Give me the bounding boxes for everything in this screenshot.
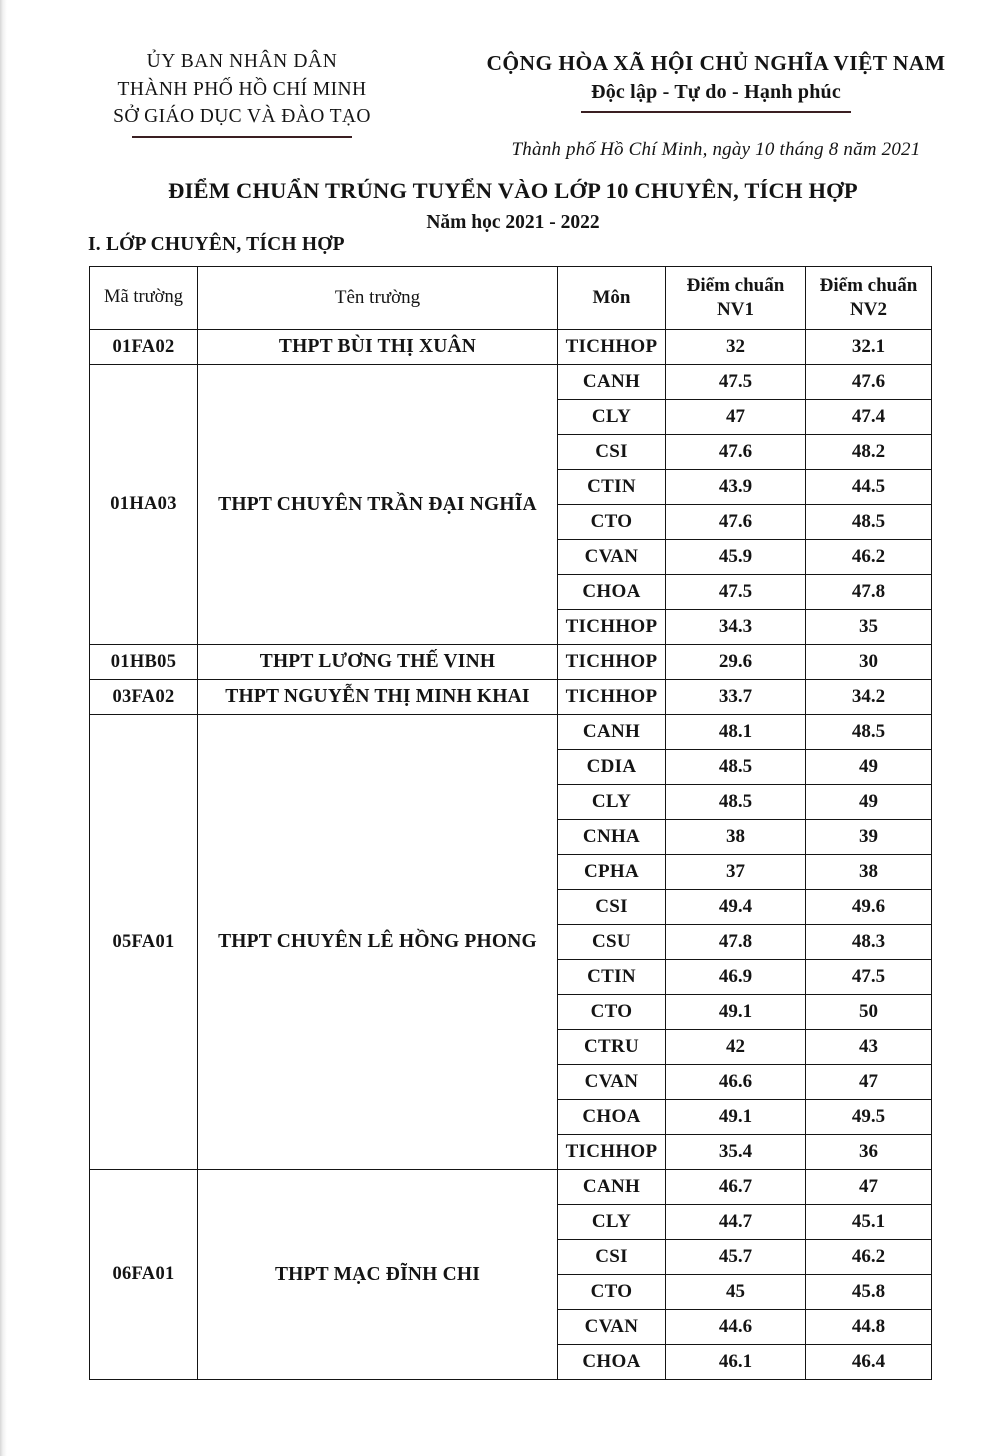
score-nv1-cell: 34.3: [666, 610, 806, 645]
score-nv2-cell: 46.2: [806, 540, 932, 575]
column-header-nv2: [806, 267, 932, 330]
subject-cell: CLY: [558, 1205, 666, 1240]
subject-cell: CTO: [558, 505, 666, 540]
score-nv1-cell: 37: [666, 855, 806, 890]
score-nv2-cell: 48.5: [806, 715, 932, 750]
subject-cell: CPHA: [558, 855, 666, 890]
score-nv1-cell: 45.9: [666, 540, 806, 575]
subject-cell: CANH: [558, 365, 666, 400]
column-header-nv1: [666, 267, 806, 330]
score-nv2-cell: 47.5: [806, 960, 932, 995]
score-nv2-cell: 38: [806, 855, 932, 890]
subject-cell: TICHHOP: [558, 610, 666, 645]
subject-cell: CANH: [558, 715, 666, 750]
score-nv2-cell: 39: [806, 820, 932, 855]
subject-cell: CSI: [558, 890, 666, 925]
score-nv1-cell: 45.7: [666, 1240, 806, 1275]
subject-cell: CNHA: [558, 820, 666, 855]
subject-cell: CTO: [558, 995, 666, 1030]
subject-cell: TICHHOP: [558, 1135, 666, 1170]
score-nv1-cell: 48.5: [666, 785, 806, 820]
place-and-date: Thành phố Hồ Chí Minh, ngày 10 tháng 8 năm 2021: [511, 139, 921, 161]
table-row: [90, 680, 932, 715]
column-header-subject: Môn: [558, 267, 666, 330]
score-nv2-cell: 47.6: [806, 365, 932, 400]
subject-cell: CTO: [558, 1275, 666, 1310]
subject-cell: CLY: [558, 400, 666, 435]
score-nv1-cell: 33.7: [666, 680, 806, 715]
score-nv1-cell: 44.7: [666, 1205, 806, 1240]
school-name-cell: THPT BÙI THỊ XUÂN: [198, 330, 558, 365]
subject-cell: CVAN: [558, 540, 666, 575]
school-code-cell: 06FA01: [90, 1170, 198, 1380]
letterhead: [0, 48, 1000, 161]
national-title: CỘNG HÒA XÃ HỘI CHỦ NGHĨA VIỆT NAM: [486, 51, 946, 75]
subject-cell: CHOA: [558, 575, 666, 610]
school-name-cell: THPT CHUYÊN LÊ HỒNG PHONG: [198, 715, 558, 1170]
score-nv1-cell: 48.5: [666, 750, 806, 785]
score-nv1-cell: 35.4: [666, 1135, 806, 1170]
issuing-authority-line3-wrap: [14, 103, 470, 138]
score-nv2-cell: 44.8: [806, 1310, 932, 1345]
score-nv2-cell: 32.1: [806, 330, 932, 365]
letterhead-right-underline: [581, 111, 851, 113]
subject-cell: CHOA: [558, 1345, 666, 1380]
score-nv1-cell: 42: [666, 1030, 806, 1065]
column-header-nv2-line2: NV2: [850, 299, 887, 320]
table-row: [90, 1170, 932, 1205]
score-nv1-cell: 46.6: [666, 1065, 806, 1100]
column-header-nv1-line1: Điểm chuẩn: [686, 275, 785, 297]
subject-cell: CSI: [558, 435, 666, 470]
score-nv2-cell: 48.3: [806, 925, 932, 960]
school-code-cell: 01HA03: [90, 365, 198, 645]
issuing-authority-line3: SỞ GIÁO DỤC VÀ ĐÀO TẠO: [113, 106, 371, 128]
subject-cell: CANH: [558, 1170, 666, 1205]
score-nv1-cell: 47: [666, 400, 806, 435]
table-row: [90, 645, 932, 680]
score-nv1-cell: 43.9: [666, 470, 806, 505]
score-nv1-cell: 47.8: [666, 925, 806, 960]
subject-cell: CDIA: [558, 750, 666, 785]
column-header-nv1-line2: NV1: [717, 299, 754, 320]
score-nv2-cell: 49: [806, 750, 932, 785]
score-nv1-cell: 46.1: [666, 1345, 806, 1380]
score-nv1-cell: 32: [666, 330, 806, 365]
letterhead-left: [0, 48, 470, 161]
subject-cell: TICHHOP: [558, 645, 666, 680]
page-title: ĐIỂM CHUẨN TRÚNG TUYỂN VÀO LỚP 10 CHUYÊN, TÍCH HỢP: [168, 178, 858, 203]
score-nv1-cell: 47.6: [666, 435, 806, 470]
subject-cell: TICHHOP: [558, 330, 666, 365]
score-table-container: [89, 266, 931, 1380]
score-nv2-cell: 47: [806, 1170, 932, 1205]
subject-cell: CTIN: [558, 960, 666, 995]
subject-cell: CTIN: [558, 470, 666, 505]
table-body: [90, 330, 932, 1380]
score-nv1-cell: 44.6: [666, 1310, 806, 1345]
letterhead-right: [470, 48, 1000, 161]
score-nv2-cell: 47.4: [806, 400, 932, 435]
score-nv2-cell: 49.5: [806, 1100, 932, 1135]
table-row: [90, 365, 932, 400]
subject-cell: CSU: [558, 925, 666, 960]
national-motto-wrap: [470, 78, 962, 113]
subject-cell: CVAN: [558, 1065, 666, 1100]
subject-cell: CTRU: [558, 1030, 666, 1065]
letterhead-left-underline: [132, 136, 352, 138]
score-nv2-cell: 34.2: [806, 680, 932, 715]
national-motto: Độc lập - Tự do - Hạnh phúc: [591, 81, 841, 104]
score-nv2-cell: 48.2: [806, 435, 932, 470]
section-heading: I. LỚP CHUYÊN, TÍCH HỢP: [88, 234, 345, 255]
table-header-row: [90, 267, 932, 330]
subject-cell: CVAN: [558, 1310, 666, 1345]
score-nv2-cell: 46.4: [806, 1345, 932, 1380]
score-nv2-cell: 49.6: [806, 890, 932, 925]
score-nv2-cell: 47.8: [806, 575, 932, 610]
score-nv2-cell: 49: [806, 785, 932, 820]
table-row: [90, 330, 932, 365]
school-name-cell: THPT CHUYÊN TRẦN ĐẠI NGHĨA: [198, 365, 558, 645]
table-row: [90, 715, 932, 750]
score-nv2-cell: 36: [806, 1135, 932, 1170]
column-header-school-code: Mã trường: [90, 267, 198, 330]
score-nv1-cell: 29.6: [666, 645, 806, 680]
score-nv1-cell: 46.9: [666, 960, 806, 995]
school-code-cell: 05FA01: [90, 715, 198, 1170]
score-nv2-cell: 30: [806, 645, 932, 680]
subject-cell: CSI: [558, 1240, 666, 1275]
score-nv2-cell: 35: [806, 610, 932, 645]
score-nv2-cell: 47: [806, 1065, 932, 1100]
score-nv1-cell: 38: [666, 820, 806, 855]
score-nv2-cell: 45.8: [806, 1275, 932, 1310]
admission-score-table: [89, 266, 932, 1380]
score-nv1-cell: 48.1: [666, 715, 806, 750]
issuing-authority-line2: THÀNH PHỐ HỒ CHÍ MINH: [117, 78, 367, 100]
column-header-school-name: Tên trường: [198, 267, 558, 330]
subject-cell: CLY: [558, 785, 666, 820]
score-nv2-cell: 48.5: [806, 505, 932, 540]
score-nv1-cell: 49.1: [666, 995, 806, 1030]
school-code-cell: 01FA02: [90, 330, 198, 365]
subject-cell: TICHHOP: [558, 680, 666, 715]
score-nv1-cell: 45: [666, 1275, 806, 1310]
school-name-cell: THPT MẠC ĐĨNH CHI: [198, 1170, 558, 1380]
score-nv1-cell: 47.6: [666, 505, 806, 540]
score-nv1-cell: 49.1: [666, 1100, 806, 1135]
school-name-cell: THPT NGUYỄN THỊ MINH KHAI: [198, 680, 558, 715]
column-header-nv2-line1: Điểm chuẩn: [819, 275, 918, 297]
score-nv2-cell: 45.1: [806, 1205, 932, 1240]
score-nv2-cell: 44.5: [806, 470, 932, 505]
page-subtitle: Năm học 2021 - 2022: [426, 212, 600, 233]
score-nv2-cell: 46.2: [806, 1240, 932, 1275]
score-nv1-cell: 47.5: [666, 575, 806, 610]
score-nv2-cell: 50: [806, 995, 932, 1030]
table-header: [90, 267, 932, 330]
score-nv2-cell: 43: [806, 1030, 932, 1065]
score-nv1-cell: 49.4: [666, 890, 806, 925]
score-nv1-cell: 47.5: [666, 365, 806, 400]
issuing-authority-line1: ỦY BAN NHÂN DÂN: [146, 51, 338, 72]
school-code-cell: 03FA02: [90, 680, 198, 715]
school-name-cell: THPT LƯƠNG THẾ VINH: [198, 645, 558, 680]
school-code-cell: 01HB05: [90, 645, 198, 680]
subject-cell: CHOA: [558, 1100, 666, 1135]
score-nv1-cell: 46.7: [666, 1170, 806, 1205]
